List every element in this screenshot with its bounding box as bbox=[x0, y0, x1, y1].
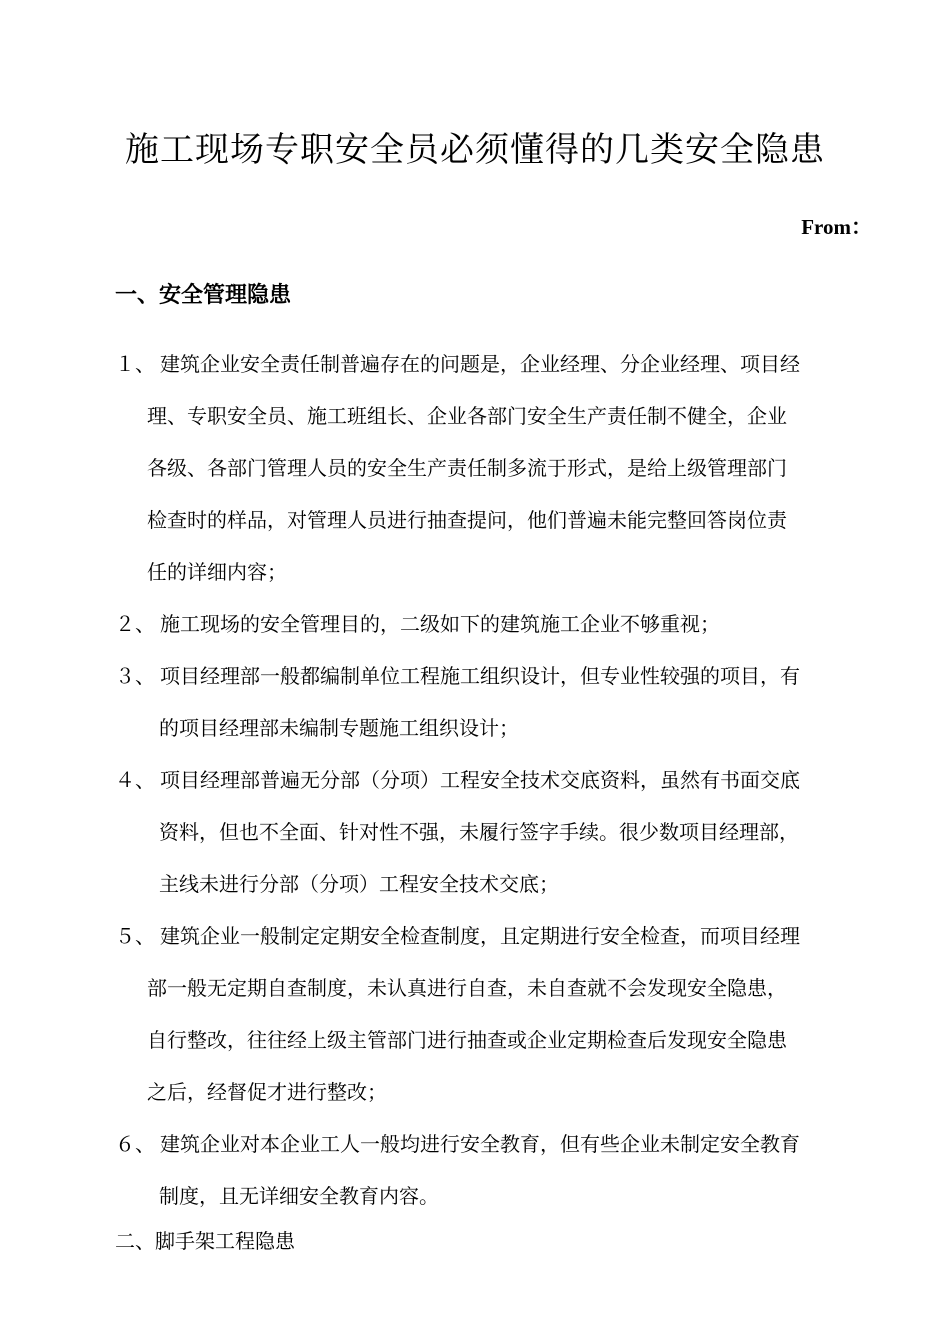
list-item-line: 理、专职安全员、施工班组长、企业各部门安全生产责任制不健全，企业 bbox=[147, 404, 787, 428]
list-item bbox=[115, 1118, 880, 1222]
list-item-number: ４、 bbox=[115, 768, 155, 792]
from-label: From： bbox=[801, 215, 872, 239]
list-item bbox=[115, 598, 880, 650]
list-item-number: ３、 bbox=[115, 664, 155, 688]
section-heading-scaffolding: 二、脚手架工程隐患 bbox=[115, 1229, 295, 1253]
list-item-line: 的项目经理部未编制专题施工组织设计； bbox=[159, 716, 519, 740]
list-item-line: 主线未进行分部（分项）工程安全技术交底； bbox=[159, 872, 559, 896]
list-item-line: 自行整改，往往经上级主管部门进行抽查或企业定期检查后发现安全隐患 bbox=[147, 1028, 787, 1052]
list-item-line: 项目经理部一般都编制单位工程施工组织设计，但专业性较强的项目，有 bbox=[160, 664, 800, 688]
list-item-number: ５、 bbox=[115, 924, 155, 948]
list-item-line: 资料，但也不全面、针对性不强，未履行签字手续。很少数项目经理部， bbox=[159, 820, 799, 844]
list-item-line: 制度，且无详细安全教育内容。 bbox=[159, 1184, 439, 1208]
hazard-list bbox=[115, 338, 880, 1222]
list-item-line: 建筑企业安全责任制普遍存在的问题是，企业经理、分企业经理、项目经 bbox=[160, 352, 800, 376]
list-item-number: ２、 bbox=[115, 612, 155, 636]
list-item bbox=[115, 910, 880, 1118]
list-item-line: 各级、各部门管理人员的安全生产责任制多流于形式，是给上级管理部门 bbox=[147, 456, 787, 480]
list-item-number: １、 bbox=[115, 352, 155, 376]
list-item-line: 之后，经督促才进行整改； bbox=[147, 1080, 387, 1104]
list-item-line: 建筑企业对本企业工人一般均进行安全教育，但有些企业未制定安全教育 bbox=[160, 1132, 800, 1156]
list-item-number: ６、 bbox=[115, 1132, 155, 1156]
section-heading-safety-management: 一、安全管理隐患 bbox=[115, 283, 292, 308]
list-item bbox=[115, 650, 880, 754]
list-item bbox=[115, 754, 880, 910]
list-item-line: 项目经理部普遍无分部（分项）工程安全技术交底资料，虽然有书面交底 bbox=[160, 768, 800, 792]
list-item-line: 建筑企业一般制定定期安全检查制度，且定期进行安全检查，而项目经理 bbox=[160, 924, 800, 948]
list-item-line: 施工现场的安全管理目的，二级如下的建筑施工企业不够重视； bbox=[160, 612, 720, 636]
list-item-line: 部一般无定期自查制度，未认真进行自查，未自查就不会发现安全隐患， bbox=[147, 976, 787, 1000]
list-item-line: 检查时的样品，对管理人员进行抽查提问，他们普遍未能完整回答岗位责 bbox=[147, 508, 787, 532]
list-item bbox=[115, 338, 880, 598]
list-item-line: 任的详细内容； bbox=[147, 560, 287, 584]
document-title: 施工现场专职安全员必须懂得的几类安全隐患 bbox=[125, 130, 825, 170]
